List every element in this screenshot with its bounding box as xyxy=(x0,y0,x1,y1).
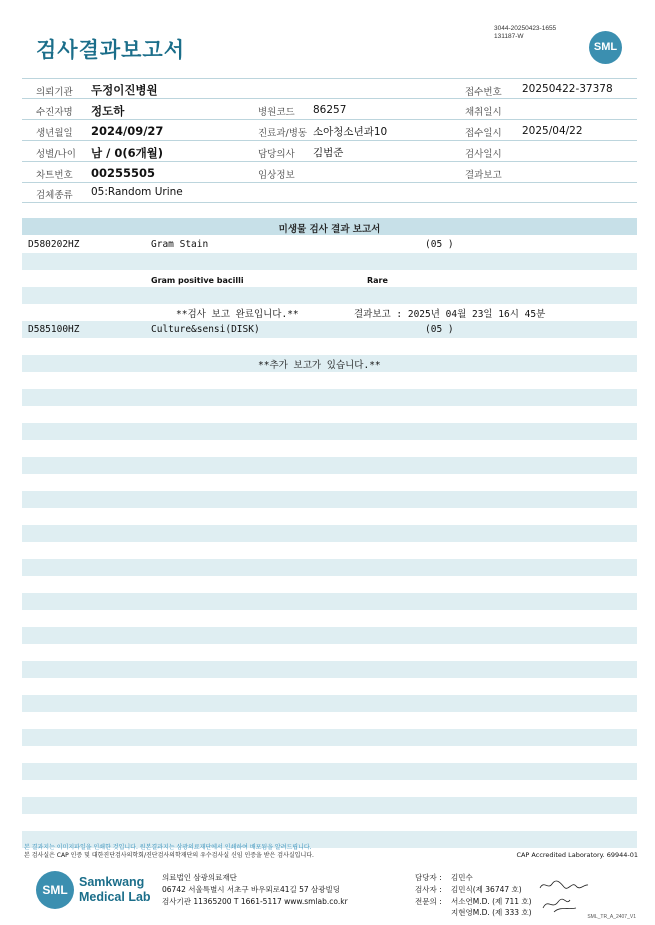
notice-cap: 본 검사실은 CAP 인증 및 대한진단검사의학회/진단검사의학재단의 우수검사실 신임 인증을 받은 검사실입니다. xyxy=(24,852,314,859)
test-name: Culture&sensi(DISK) xyxy=(151,324,260,335)
dept-label: 진료과/병동 xyxy=(258,128,308,139)
staff-label: 담당자 : xyxy=(415,873,442,882)
dob-value: 2024/09/27 xyxy=(91,124,164,138)
signature-specialist xyxy=(540,894,580,914)
form-code: SML_TR_A_2407_V1 xyxy=(587,914,636,920)
stripe-row xyxy=(22,423,637,440)
signature-tester xyxy=(538,878,590,892)
specialist-label: 전문의 : xyxy=(415,897,442,906)
chart-no-label: 차트번호 xyxy=(36,170,73,181)
stripe-row xyxy=(22,253,637,270)
sex-age-label: 성별/나이 xyxy=(36,149,76,160)
doctor-value: 김범준 xyxy=(313,147,344,159)
divider xyxy=(22,78,637,79)
stripe-row xyxy=(22,763,637,780)
receipt-no-value: 20250422-37378 xyxy=(522,83,613,95)
stripe-row xyxy=(22,525,637,542)
hospital-code-value: 86257 xyxy=(313,104,347,116)
specialist-value-2: 지현영M.D. (제 333 호) xyxy=(451,908,532,917)
stripe-row xyxy=(22,491,637,508)
specimen-label: 검체종류 xyxy=(36,190,73,201)
sex-age-value: 남 / 0(6개월) xyxy=(91,146,164,160)
test-code: D585100HZ xyxy=(28,324,80,335)
additional-message: **추가 보고가 있습니다.** xyxy=(258,360,381,371)
stripe-row xyxy=(22,661,637,678)
receipt-date-label: 접수일시 xyxy=(465,128,502,139)
stripe-row xyxy=(22,287,637,304)
gram-result: Gram positive bacilli xyxy=(151,276,244,285)
receipt-no-label: 접수번호 xyxy=(465,87,502,98)
divider xyxy=(22,98,637,99)
stripe-row xyxy=(22,797,637,814)
divider xyxy=(22,140,637,141)
stripe-row xyxy=(22,321,637,338)
stripe-row xyxy=(22,389,637,406)
hospital-code-label: 병원코드 xyxy=(258,107,295,118)
name-value: 정도하 xyxy=(91,104,125,118)
stripe-row xyxy=(22,695,637,712)
tester-label: 검사자 : xyxy=(415,885,442,894)
staff-value: 김민수 xyxy=(451,873,473,882)
section-title: 미생물 검사 결과 보고서 xyxy=(278,224,381,235)
org-address: 06742 서울특별시 서초구 바우뫼로41길 57 삼광빌딩 xyxy=(162,885,341,894)
complete-message: **검사 보고 완료입니다.** xyxy=(176,309,299,320)
test-number: (05 ) xyxy=(425,324,454,335)
cap-accreditation: CAP Accredited Laboratory. 69944-01 xyxy=(516,851,638,859)
doctor-label: 담당의사 xyxy=(258,149,295,160)
test-date-label: 검사일시 xyxy=(465,149,502,160)
divider xyxy=(22,161,637,162)
dob-label: 생년월일 xyxy=(36,128,73,139)
tester-value: 김민식(제 36747 호) xyxy=(451,885,522,894)
receipt-date-value: 2025/04/22 xyxy=(522,125,583,137)
requester-value: 두정이진병원 xyxy=(91,83,158,97)
divider xyxy=(22,119,637,120)
page-title: 검사결과보고서 xyxy=(36,38,186,62)
specimen-value: 05:Random Urine xyxy=(91,186,183,198)
test-name: Gram Stain xyxy=(151,239,209,250)
requester-label: 의뢰기관 xyxy=(36,87,73,98)
stripe-row xyxy=(22,593,637,610)
stripe-row xyxy=(22,457,637,474)
report-timestamp: 결과보고 : 2025년 04월 23일 16시 45분 xyxy=(354,309,546,320)
sml-logo: SML xyxy=(589,31,622,64)
name-label: 수진자명 xyxy=(36,107,73,118)
collect-date-label: 채취일시 xyxy=(465,107,502,118)
gram-quantity: Rare xyxy=(367,276,388,285)
divider xyxy=(22,182,637,183)
org-name: 의료법인 삼광의료재단 xyxy=(162,873,237,882)
stripe-row xyxy=(22,729,637,746)
dept-value: 소아청소년과10 xyxy=(313,126,388,138)
notice-print: 본 결과지는 이미지파일을 인쇄한 것입니다. 원본결과지는 삼광의료재단에서 인쇄하여 배포됨을 알려드립니다. xyxy=(24,844,312,851)
stripe-row xyxy=(22,559,637,576)
document-id: 3044-20250423-1655 131187-W xyxy=(494,25,557,40)
brand-name-line1: Samkwang xyxy=(79,875,145,889)
clinical-label: 임상정보 xyxy=(258,170,295,181)
test-code: D580202HZ xyxy=(28,239,80,250)
divider xyxy=(22,202,637,203)
specialist-value-1: 서소연M.D. (제 711 호) xyxy=(451,897,532,906)
stripe-row xyxy=(22,627,637,644)
sml-logo: SML xyxy=(36,871,74,909)
test-number: (05 ) xyxy=(425,239,454,250)
org-contact: 검사기관 11365200 T 1661-5117 www.smlab.co.kr xyxy=(162,897,348,906)
chart-no-value: 00255505 xyxy=(91,166,156,180)
brand-name-line2: Medical Lab xyxy=(79,890,151,904)
report-label: 결과보고 xyxy=(465,170,502,181)
